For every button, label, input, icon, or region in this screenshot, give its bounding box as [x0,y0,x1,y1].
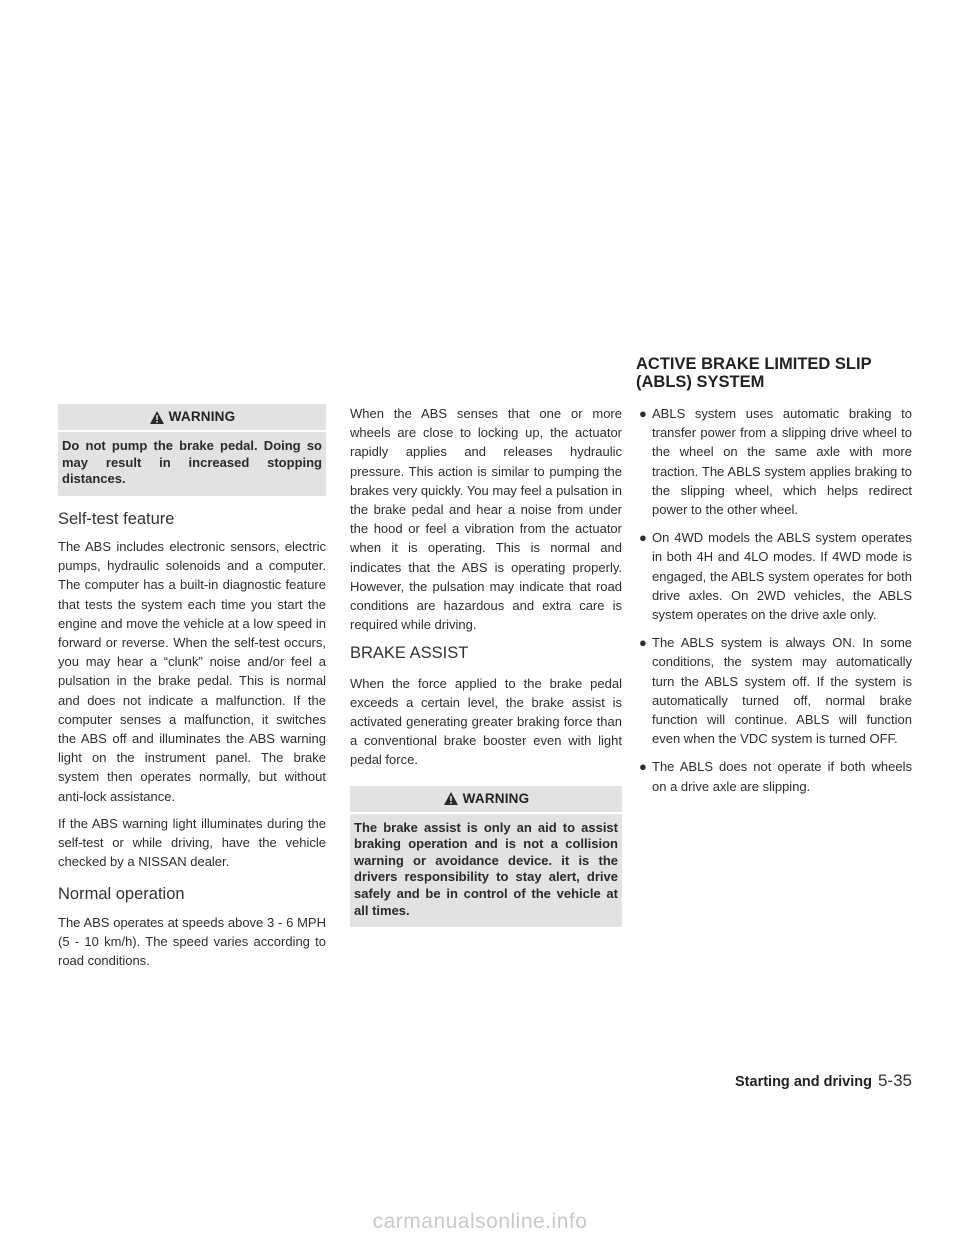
list-item [636,633,912,748]
brake-assist-paragraph: When the force applied to the brake pedal exceeds a certain level, the brake assist is activated generating greater braking force than a conventional brake booster even with light pedal force. [350,675,622,768]
list-item-text: The ABLS system is always ON. In some conditions, the system may automatically turn the ABLS system off. If the system is automatically turned off, normal brake function will continue. ABLS will function even when the VDC system is turned OFF. [652,635,912,747]
footer-section-title: Starting and driving [735,1074,872,1090]
page-number: 5-35 [877,1071,912,1090]
bullet-icon: ● [639,530,647,546]
warning-text: The brake assist is only an aid to assist braking operation and is not a collision warning or avoidance device. it is the drivers responsibility to stay alert, drive safely and be in control of the vehicle at all times. [354,819,618,918]
abls-bullet-list [636,404,912,796]
watermark: carmanualsonline.info [372,1210,588,1233]
warning-triangle-icon [149,410,165,425]
bullet-icon: ● [639,406,647,421]
normal-operation-paragraph: The ABS operates at speeds above 3 - 6 MPH (5 - 10 km/h). The speed varies according to road conditions. [58,914,326,969]
list-item [636,757,912,795]
warning-text: Do not pump the brake pedal. Doing so may result in increased stopping distances. [62,438,322,487]
middle-column [350,404,622,927]
abs-actuator-paragraph: When the ABS senses that one or more wheels are close to locking up, the actuator rapidly applies and releases hydraulic pressure. This action is similar to pumping the brakes very quickly. You may feel a pulsation in the brake pedal and hear a noise from under the hood or feel a vibration from the actuator when it is operating. This is normal and indicates that the ABS is operating properly. However, the pulsation may indicate that road conditions are hazardous and extra care is required while driving. [350,406,622,633]
list-item-text: The ABLS does not operate if both wheels on a drive axle are slipping. [652,759,912,794]
bullet-icon: ● [639,759,647,775]
self-test-heading: Self-test feature [58,509,175,528]
warning-box-pedal [58,404,326,496]
warning-header [58,404,326,430]
brake-assist-heading: BRAKE ASSIST [350,644,469,663]
list-item-text: ABLS system uses automatic braking to transfer power from a slipping drive wheel to the wheel on the same axle with more traction. The ABLS system applies braking to the slipping wheel, which helps redirect power to the other wheel. [652,406,912,518]
self-test-paragraph-2: If the ABS warning light illuminates during the self-test or while driving, have the vehicle checked by a NISSAN dealer. [58,815,326,870]
self-test-paragraph-1: The ABS includes electronic sensors, electric pumps, hydraulic solenoids and a computer. The computer has a built-in diagnostic feature that tests the system each time you start the engine and move the vehicle at a low speed in forward or reverse. When the self-test occurs, you may hear a “clunk” noise and/or feel a pulsation in the brake pedal. This is normal and does not indicate a malfunction. If the computer senses a malfunction, it switches the ABS off and illuminates the ABS warning light on the instrument panel. The brake system then operates normally, but without anti-lock assistance. [58,538,326,804]
page-footer [735,1071,912,1091]
bullet-icon: ● [639,635,647,651]
warning-header [350,786,622,812]
list-item [636,528,912,624]
right-column [636,355,912,805]
warning-triangle-icon [443,791,459,806]
warning-box-brake-assist [350,786,622,928]
list-item-text: On 4WD models the ABLS system operates in both 4H and 4LO modes. If 4WD mode is engaged, the ABLS system operates for both drive axles. On 2WD vehicles, the ABLS system operates on the drive axle only. [652,530,912,623]
abls-section-heading: ACTIVE BRAKE LIMITED SLIP (ABLS) SYSTEM [636,355,872,391]
warning-title: WARNING [462,791,530,807]
list-item [636,404,912,519]
left-column [58,404,326,978]
warning-title: WARNING [168,409,236,425]
normal-operation-heading: Normal operation [58,885,185,904]
